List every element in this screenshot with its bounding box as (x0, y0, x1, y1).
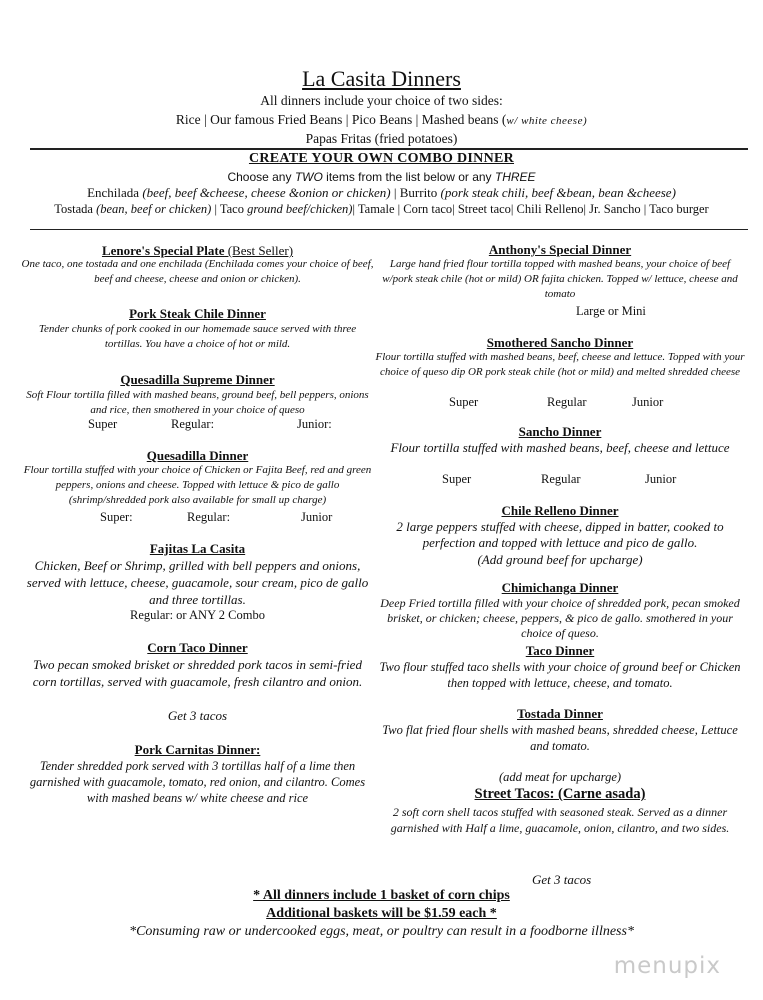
footer-consumer-advisory: *Consuming raw or undercooked eggs, meat, or poultry can result in a foodborne illness* (129, 924, 634, 939)
lenore-desc: One taco, one tostada and one enchilada (Enchilada comes your choice of beef, beef and cheese, cheese and onion or chicken). (21, 258, 374, 285)
combo-choose-prefix: Choose any (227, 170, 295, 184)
fajitas-sizes: Regular: or ANY 2 Combo (130, 608, 265, 622)
combo-title: CREATE YOUR OWN COMBO DINNER (248, 151, 515, 166)
tostada-dinner-note: (add meat for upcharge) (498, 770, 622, 784)
taco-dinner-title: Taco Dinner (525, 643, 595, 658)
sides-list-cheese-note: w/ white cheese) (506, 115, 588, 127)
sides-papas: Papas Fritas (fried potatoes) (305, 131, 458, 146)
chile-relleno-title: Chile Relleno Dinner (501, 503, 619, 518)
chimichanga-desc: Deep Fried tortilla filled with your choice of shredded pork, pecan smoked brisket, or chicken; cheese, peppers, & pico de gallo. smothered in your choice of queso. (380, 596, 740, 640)
combo-choose-three: THREE (494, 170, 536, 184)
pork-carnitas-title: Pork Carnitas Dinner: (134, 742, 261, 757)
quesadilla-dinner-desc: Flour tortilla stuffed with your choice of Chicken or Fajita Beef, red and green peppers, onions and cheese. Topped with lettuce & pico de gallo (shrimp/shredded pork also available for small up charge) (23, 464, 372, 506)
street-tacos-title: Street Tacos: (Carne asada) (474, 786, 646, 802)
combo-enchilada: Enchilada (87, 185, 143, 200)
combo-burrito: | Burrito (390, 185, 441, 200)
quesadilla-dinner-size-super: Super: (100, 510, 133, 524)
smothered-sancho-desc: Flour tortilla stuffed with mashed beans, beef, cheese and lettuce. Topped with your choice of queso dip OR pork steak chile (hot or mild) and melted shredded cheese (375, 351, 745, 378)
combo-taco-options: ground beef/chicken) (247, 202, 353, 216)
pork-carnitas-desc: Tender shredded pork served with 3 tortillas half of a lime then garnished with guacamole, tomato, red onion, and cilantro. Comes with mashed beans w/ white cheese and rice (29, 759, 366, 805)
footer-baskets-price: Additional baskets will be $1.59 each * (266, 906, 497, 921)
chimichanga-title: Chimichanga Dinner (501, 580, 619, 595)
smothered-sancho-size-junior: Junior (632, 395, 664, 409)
street-tacos-get-3: Get 3 tacos (532, 872, 592, 887)
menupix-watermark: menupix (613, 953, 721, 979)
corn-taco-desc: Two pecan smoked brisket or shredded pork tacos in semi-fried corn tortillas, served with guacamole, fresh cilantro and onion. (32, 657, 363, 689)
sancho-size-junior: Junior (645, 472, 677, 486)
footer-chips: * All dinners include 1 basket of corn chips (253, 888, 510, 903)
sides-list (0, 112, 763, 128)
quesadilla-supreme-title: Quesadilla Supreme Dinner (120, 372, 275, 387)
header-divider (30, 148, 748, 150)
tostada-dinner-title: Tostada Dinner (517, 706, 603, 721)
quesadilla-supreme-size-junior: Junior: (297, 417, 332, 431)
smothered-sancho-size-regular: Regular (547, 395, 587, 409)
anthony-title: Anthony's Special Dinner (488, 242, 632, 257)
chile-relleno-note: (Add ground beef for upcharge) (477, 552, 643, 567)
pork-steak-desc: Tender chunks of pork cooked in our homemade sauce served with three tortillas. You have a choice of hot or mild. (38, 323, 357, 350)
street-tacos-desc: 2 soft corn shell tacos stuffed with seasoned steak. Served as a dinner garnished with Half a lime, guacamole, onion, cilantro, and two sides. (390, 805, 730, 835)
lenore-best-seller: (Best Seller) (224, 243, 294, 258)
smothered-sancho-title: Smothered Sancho Dinner (486, 335, 634, 350)
fajitas-desc: Chicken, Beef or Shrimp, grilled with bell peppers and onions, served with lettuce, cheese, guacamole, sour cream, pico de gallo and three tortillas. (26, 558, 369, 607)
quesadilla-supreme-size-regular: Regular: (171, 417, 215, 431)
combo-line-2 (0, 202, 763, 217)
quesadilla-dinner-size-regular: Regular: (187, 510, 231, 524)
taco-dinner-desc: Two flour stuffed taco shells with your choice of ground beef or Chicken then topped with lettuce, cheese, and tomato. (379, 660, 741, 690)
anthony-desc: Large hand fried flour tortilla topped with mashed beans, your choice of beef w/pork steak chile (hot or mild) OR fajita chicken. Topped w/ lettuce, cheese and tomato (382, 258, 738, 300)
corn-taco-get-3: Get 3 tacos (167, 708, 228, 723)
combo-divider (30, 229, 748, 230)
sancho-desc: Flour tortilla stuffed with mashed beans, beef, cheese and lettuce (390, 440, 730, 455)
combo-tostada: Tostada (54, 202, 97, 216)
sancho-title: Sancho Dinner (518, 424, 602, 439)
lenore-title: Lenore's Special Plate (101, 243, 225, 258)
combo-other-items: | Tamale | Corn taco| Street taco| Chili Relleno| Jr. Sancho | Taco burger (352, 202, 709, 216)
combo-line-1 (0, 185, 763, 201)
quesadilla-dinner-size-junior: Junior (301, 510, 333, 524)
combo-choose-mid: items from the list below or any (322, 170, 495, 184)
combo-taco: | Taco (211, 202, 248, 216)
combo-tostada-options: (bean, beef or chicken) (96, 202, 212, 216)
fajitas-title: Fajitas La Casita (149, 541, 246, 556)
sides-intro: All dinners include your choice of two sides: (260, 93, 503, 108)
combo-choose-two: TWO (294, 170, 323, 184)
quesadilla-supreme-desc: Soft Flour tortilla filled with mashed beans, ground beef, bell peppers, onions and rice, then smothered in your choice of queso (26, 389, 369, 416)
quesadilla-dinner-title: Quesadilla Dinner (146, 448, 249, 463)
combo-enchilada-options: (beef, beef &cheese, cheese &onion or chicken) (142, 185, 391, 200)
sancho-size-super: Super (442, 472, 472, 486)
tostada-dinner-desc: Two flat fried flour shells with mashed beans, shredded cheese, Lettuce and tomato. (382, 723, 738, 753)
combo-burrito-options: (pork steak chili, beef &bean, bean &cheese) (440, 185, 676, 200)
smothered-sancho-size-super: Super (449, 395, 479, 409)
menu-title: La Casita Dinners (302, 66, 461, 91)
anthony-sizes: Large or Mini (576, 304, 646, 318)
sides-list-main: Rice | Our famous Fried Beans | Pico Beans | Mashed beans ( (175, 112, 507, 127)
sancho-size-regular: Regular (541, 472, 581, 486)
quesadilla-supreme-size-super: Super (88, 417, 118, 431)
combo-choose (0, 170, 763, 184)
corn-taco-title: Corn Taco Dinner (147, 640, 248, 655)
chile-relleno-desc: 2 large peppers stuffed with cheese, dipped in batter, cooked to perfection and topped with lettuce and pico de gallo. (396, 519, 724, 550)
pork-steak-title: Pork Steak Chile Dinner (129, 306, 266, 321)
